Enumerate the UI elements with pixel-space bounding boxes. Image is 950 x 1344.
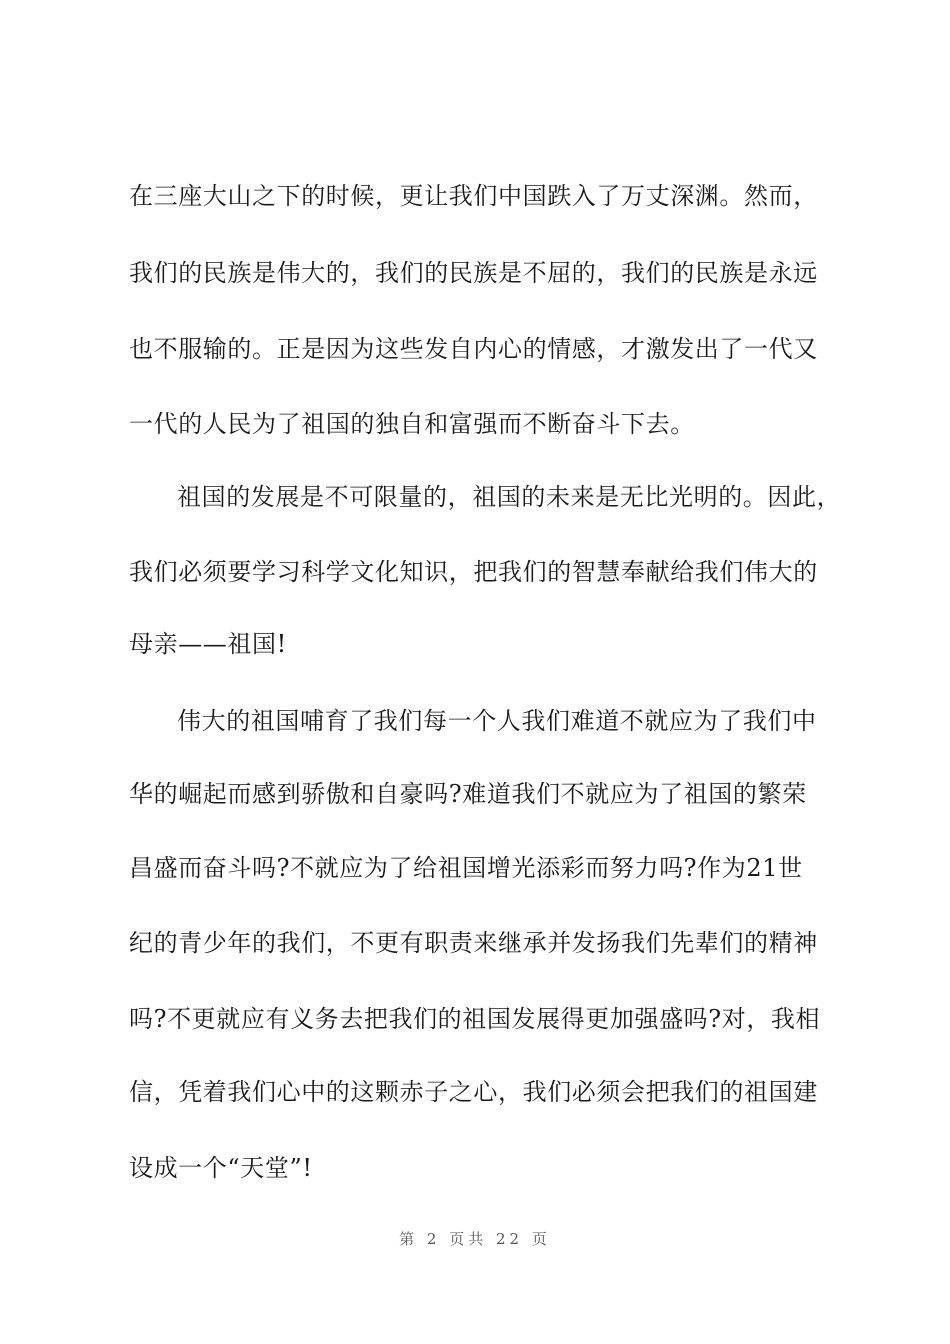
paragraph-line-4: 一代的人民为了祖国的独自和富强而不断奋斗下去。	[129, 410, 695, 438]
paragraph-line-1: 在三座大山之下的时候，更让我们中国跌入了万丈深渊。然而，	[129, 182, 818, 210]
paragraph-line-13: 信，凭着我们心中的这颗赤子之心，我们必须会把我们的祖国建	[129, 1078, 818, 1106]
paragraph-line-7: 母亲——祖国!	[129, 630, 287, 658]
paragraph-line-11: 纪的青少年的我们，不更有职责来继承并发扬我们先辈们的精神	[129, 929, 818, 957]
paragraph-line-8: 伟大的祖国哺育了我们每一个人我们难道不就应为了我们中	[177, 707, 817, 735]
paragraph-line-10: 昌盛而奋斗吗?不就应为了给祖国增光添彩而努力吗?作为21世	[129, 854, 803, 882]
paragraph-line-2: 我们的民族是伟大的，我们的民族是不屈的，我们的民族是永远	[129, 259, 818, 287]
paragraph-line-3: 也不服输的。正是因为这些发自内心的情感，才激发出了一代又	[129, 335, 818, 363]
paragraph-line-12: 吗?不更就应有义务去把我们的祖国发展得更加强盛吗?对，我相	[129, 1005, 821, 1033]
paragraph-line-5: 祖国的发展是不可限量的，祖国的未来是无比光明的。因此，	[177, 483, 842, 511]
paragraph-line-9: 华的崛起而感到骄傲和自豪吗?难道我们不就应为了祖国的繁荣	[129, 780, 807, 808]
page-number-footer: 第 2 页共 22 页	[399, 1230, 551, 1248]
paragraph-line-14: 设成一个“天堂”!	[129, 1154, 313, 1182]
paragraph-line-6: 我们必须要学习科学文化知识，把我们的智慧奉献给我们伟大的	[129, 558, 818, 586]
